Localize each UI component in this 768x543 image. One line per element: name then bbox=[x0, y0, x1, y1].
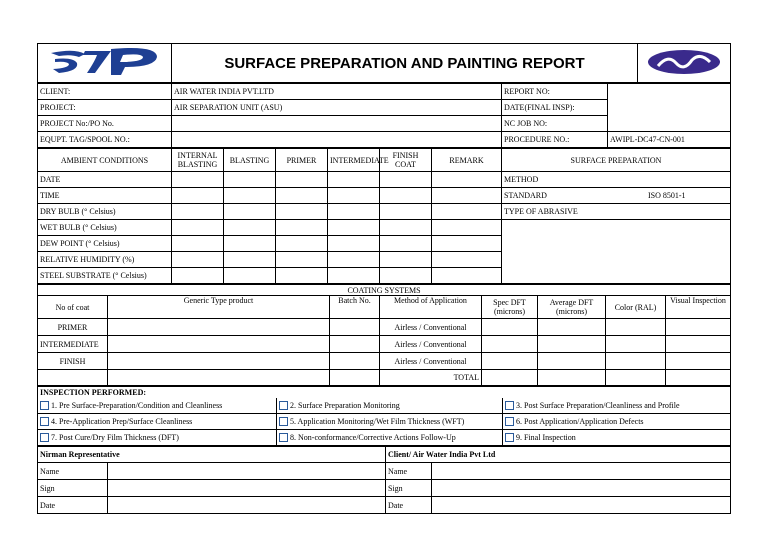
inspection-item: 4. Pre-Application Prep/Surface Cleanliness bbox=[38, 414, 277, 430]
name-field[interactable] bbox=[432, 463, 731, 480]
coat-name: PRIMER bbox=[38, 319, 108, 336]
row-label: TIME bbox=[38, 188, 172, 204]
report-header bbox=[37, 43, 731, 83]
coat-method: Airless / Conventional bbox=[380, 336, 482, 353]
inspection-item: 8. Non-conformance/Corrective Actions Follow-Up bbox=[277, 430, 503, 446]
company-logo bbox=[38, 44, 172, 83]
row-label: WET BULB (° Celsius) bbox=[38, 220, 172, 236]
sign-field[interactable] bbox=[108, 480, 386, 497]
table-row bbox=[38, 497, 731, 514]
date-field[interactable] bbox=[108, 497, 386, 514]
checkbox[interactable] bbox=[279, 417, 288, 426]
date-label: Date bbox=[386, 497, 432, 514]
sp-method: METHOD bbox=[502, 172, 731, 188]
col-method: Method of Application bbox=[380, 296, 482, 319]
sp-empty bbox=[502, 220, 731, 284]
pono-value bbox=[172, 116, 502, 132]
sign-label: Sign bbox=[386, 480, 432, 497]
sign-label: Sign bbox=[38, 480, 108, 497]
sp-abrasive: TYPE OF ABRASIVE bbox=[502, 204, 731, 220]
client-info bbox=[37, 83, 731, 148]
col-blasting: BLASTING bbox=[224, 149, 276, 172]
table-row bbox=[38, 319, 731, 336]
table-row bbox=[38, 172, 731, 188]
client-rep-header: Client/ Air Water India Pvt Ltd bbox=[386, 447, 731, 463]
col-remark: REMARK bbox=[432, 149, 502, 172]
sign-field[interactable] bbox=[432, 480, 731, 497]
col-no-of-coat: No of coat bbox=[38, 296, 108, 319]
checkbox[interactable] bbox=[279, 401, 288, 410]
coat-method: Airless / Conventional bbox=[380, 319, 482, 336]
coat-method: Airless / Conventional bbox=[380, 353, 482, 370]
col-generic-type: Generic Type product bbox=[108, 296, 330, 319]
inspection-item: 6. Post Application/Application Defects bbox=[503, 414, 731, 430]
procedure-label: PROCEDURE NO.: bbox=[502, 132, 608, 148]
equipt-label: EQUPT. TAG/SPOOL NO.: bbox=[38, 132, 172, 148]
report-title: SURFACE PREPARATION AND PAINTING REPORT bbox=[172, 44, 638, 83]
date-field[interactable] bbox=[432, 497, 731, 514]
pono-label: PROJECT No:/PO No. bbox=[38, 116, 172, 132]
table-row bbox=[38, 204, 731, 220]
inspection-item: 7. Post Cure/Dry Film Thickness (DFT) bbox=[38, 430, 277, 446]
name-label: Name bbox=[38, 463, 108, 480]
client-label: CLIENT: bbox=[38, 84, 172, 100]
col-batch-no: Batch No. bbox=[330, 296, 380, 319]
table-row bbox=[38, 463, 731, 480]
inspection-item: 5. Application Monitoring/Wet Film Thickness (WFT) bbox=[277, 414, 503, 430]
report-sheet bbox=[37, 43, 730, 514]
name-field[interactable] bbox=[108, 463, 386, 480]
ambient-conditions bbox=[37, 148, 731, 284]
row-label: RELATIVE HUMIDITY (%) bbox=[38, 252, 172, 268]
inspection-item: 3. Post Surface Preparation/Cleanliness and Profile bbox=[503, 398, 731, 414]
inspection-item: 9. Final Inspection bbox=[503, 430, 731, 446]
equipt-value bbox=[172, 132, 502, 148]
project-label: PROJECT: bbox=[38, 100, 172, 116]
checkbox[interactable] bbox=[40, 433, 49, 442]
sp-standard-value: ISO 8501-1 bbox=[648, 191, 686, 200]
coating-systems bbox=[37, 284, 731, 386]
col-finish-coat: FINISH COAT bbox=[380, 149, 432, 172]
inspection-item: 2. Surface Preparation Monitoring bbox=[277, 398, 503, 414]
col-visual: Visual Inspection bbox=[666, 296, 731, 319]
row-label: STEEL SUBSTRATE (° Celsius) bbox=[38, 268, 172, 284]
total-label: TOTAL bbox=[380, 370, 482, 386]
nirman-rep-header: Nirman Representative bbox=[38, 447, 386, 463]
checkbox[interactable] bbox=[505, 433, 514, 442]
checkbox[interactable] bbox=[40, 417, 49, 426]
checkbox[interactable] bbox=[505, 417, 514, 426]
company-logo-icon bbox=[45, 45, 165, 79]
inspection-performed bbox=[37, 386, 731, 446]
table-row bbox=[38, 220, 731, 236]
project-value: AIR SEPARATION UNIT (ASU) bbox=[172, 100, 502, 116]
row-label: DATE bbox=[38, 172, 172, 188]
procedure-value: AWIPL-DC47-CN-001 bbox=[608, 132, 731, 148]
coating-header: COATING SYSTEMS bbox=[38, 285, 731, 296]
checkbox[interactable] bbox=[40, 401, 49, 410]
signatures bbox=[37, 446, 731, 514]
surface-prep-header: SURFACE PREPARATION bbox=[502, 149, 731, 172]
checkbox[interactable] bbox=[279, 433, 288, 442]
ambient-header: AMBIENT CONDITIONS bbox=[38, 149, 172, 172]
coat-name: FINISH bbox=[38, 353, 108, 370]
inspection-header: INSPECTION PERFORMED: bbox=[38, 387, 731, 399]
row-label: DEW POINT (° Celsius) bbox=[38, 236, 172, 252]
nc-job-label: NC JOB NO: bbox=[502, 116, 608, 132]
report-no-value bbox=[608, 84, 731, 132]
col-avg-dft: Average DFT (microns) bbox=[538, 296, 606, 319]
table-row bbox=[38, 370, 731, 386]
table-row bbox=[38, 480, 731, 497]
checkbox[interactable] bbox=[505, 401, 514, 410]
sp-standard-label: STANDARD bbox=[504, 191, 547, 200]
row-label: DRY BULB (° Celsius) bbox=[38, 204, 172, 220]
table-row bbox=[38, 188, 731, 204]
client-logo-icon bbox=[646, 48, 722, 76]
col-intermediate: INTERMEDIATE bbox=[328, 149, 380, 172]
table-row bbox=[38, 336, 731, 353]
client-value: AIR WATER INDIA PVT.LTD bbox=[172, 84, 502, 100]
col-color: Color (RAL) bbox=[606, 296, 666, 319]
table-row bbox=[38, 353, 731, 370]
col-internal-blasting: INTERNAL BLASTING bbox=[172, 149, 224, 172]
client-logo bbox=[638, 44, 731, 83]
inspection-item: 1. Pre Surface-Preparation/Condition and Cleanliness bbox=[38, 398, 277, 414]
date-label: Date bbox=[38, 497, 108, 514]
name-label: Name bbox=[386, 463, 432, 480]
sp-standard bbox=[502, 188, 731, 204]
coat-name: INTERMEDIATE bbox=[38, 336, 108, 353]
date-final-label: DATE(FINAL INSP): bbox=[502, 100, 608, 116]
col-primer: PRIMER bbox=[276, 149, 328, 172]
report-no-label: REPORT NO: bbox=[502, 84, 608, 100]
col-spec-dft: Spec DFT (microns) bbox=[482, 296, 538, 319]
